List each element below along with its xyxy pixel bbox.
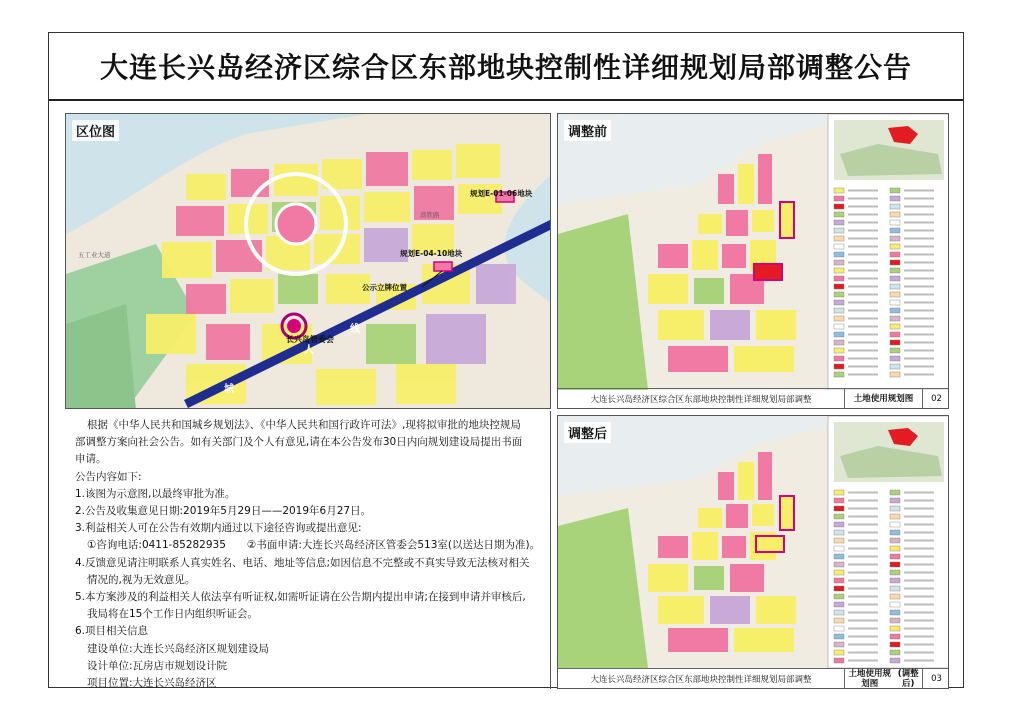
legend-text-line [904,358,934,360]
legend-text-line [848,540,878,542]
legend-text-line [848,294,878,296]
legend-text-line [848,628,878,630]
legend-text-line [848,214,878,216]
legend-swatch [834,260,844,265]
legend-text-line [848,262,878,264]
road-label-1: 滨铁路 [420,211,440,219]
notice-item: 建设单位:大连长兴岛经济区规划建设局 [87,642,270,655]
legend-swatch [834,530,844,535]
legend-text-line [848,278,878,280]
legend-text-line [848,524,878,526]
legend-text-line [848,532,878,534]
legend-swatch [834,578,844,583]
legend-swatch [834,188,844,193]
legend-swatch [834,538,844,543]
notice-item: 设计单位:瓦房店市规划设计院 [87,659,228,672]
legend-text-line [904,652,934,654]
rail-char-3: 线 [350,324,360,335]
poster-frame [48,32,964,688]
after-footer-number: 03 [922,669,949,688]
legend-swatch [890,260,900,265]
legend-swatch [834,372,844,377]
legend-text-line [848,620,878,622]
legend-text-line [904,254,934,256]
legend-swatch [834,332,844,337]
legend-text-line [848,374,878,376]
legend-text-line [904,660,934,662]
legend-swatch [834,554,844,559]
legend-text-line [904,612,934,614]
legend-text-line [904,334,934,336]
legend-text-line [848,636,878,638]
legend-text-line [904,366,934,368]
notice-item: 项目位置:大连长兴岛经济区 [87,677,217,690]
legend-text-line [848,198,878,200]
legend-swatch [834,626,844,631]
location-map-panel [65,113,551,409]
legend-swatch [834,506,844,511]
legend-swatch [890,244,900,249]
legend-swatch [834,570,844,575]
legend-text-line [904,222,934,224]
legend-text-line [904,620,934,622]
legend-swatch [890,204,900,209]
after-footer-name [844,669,922,688]
legend-text-line [848,230,878,232]
notice-item: 6.项目相关信息 [75,625,149,638]
legend-text-line [904,230,934,232]
legend-swatch [834,356,844,361]
legend-text-line [848,492,878,494]
legend-swatch [890,554,900,559]
legend-swatch [890,356,900,361]
legend-swatch [890,498,900,503]
page-title: 大连长兴岛经济区综合区东部地块控制性详细规划局部调整公告 [49,33,963,101]
legend-text-line [904,374,934,376]
legend-text-line [848,222,878,224]
legend-text-line [904,596,934,598]
legend-swatch [890,252,900,257]
legend-text-line [904,604,934,606]
legend-text-line [904,580,934,582]
legend-text-line [848,238,878,240]
legend-text-line [848,596,878,598]
legend-text-line [904,350,934,352]
notice-item: 我局将在15个工作日内组织听证会。 [87,608,258,621]
legend-text-line [848,644,878,646]
legend-text-line [904,564,934,566]
legend-swatch [834,562,844,567]
legend-text-line [904,572,934,574]
legend-swatch [834,498,844,503]
notice-item: 情况的,视为无效意见。 [87,573,196,586]
legend-swatch [834,204,844,209]
legend-text-line [848,270,878,272]
legend-swatch [834,276,844,281]
legend-swatch [834,236,844,241]
legend-text-line [848,500,878,502]
announcement-text [65,411,551,689]
legend-swatch [890,490,900,495]
legend-text-line [904,532,934,534]
legend-swatch [834,514,844,519]
legend-swatch [890,618,900,623]
legend-swatch [834,658,844,663]
legend-swatch [834,602,844,607]
legend-swatch [890,348,900,353]
legend-swatch [890,658,900,663]
legend-text-line [904,270,934,272]
legend-text-line [848,342,878,344]
legend-text-line [848,334,878,336]
notice-board-label: 公示立牌位置 [362,283,407,292]
committee-label: 长兴岛管委会 [286,335,334,344]
notice-item: 1.该图为示意图,以最终审批为准。 [75,487,236,500]
before-footer-name: 土地使用规划图 [844,389,922,408]
paragraph-line: 申请。 [75,453,107,466]
legend-swatch [890,212,900,217]
after-footer-name-line2: (调整后) [897,668,919,689]
before-footer [558,388,949,408]
after-land-use-map [558,416,949,668]
legend-text-line [904,548,934,550]
location-map-label: 区位图 [72,120,119,141]
legend-text-line [904,246,934,248]
legend-text-line [904,540,934,542]
legend-swatch [834,244,844,249]
legend-swatch [834,348,844,353]
legend-text-line [904,636,934,638]
legend-swatch [890,276,900,281]
legend-text-line [848,310,878,312]
legend-text-line [904,190,934,192]
legend-text-line [904,628,934,630]
legend-swatch [834,228,844,233]
block-b-label: 规划E-04-10地块 [400,249,463,258]
legend-swatch [890,530,900,535]
legend-swatch [834,642,844,647]
after-label: 调整后 [564,422,611,443]
legend-swatch [834,522,844,527]
legend-text-line [848,612,878,614]
legend-text-line [904,302,934,304]
legend-swatch [834,634,844,639]
legend-swatch [890,292,900,297]
legend-swatch [890,372,900,377]
legend-swatch [890,316,900,321]
legend-text-line [848,564,878,566]
legend-swatch [890,220,900,225]
legend-swatch [890,364,900,369]
legend-swatch [834,618,844,623]
legend-swatch [834,610,844,615]
legend-text-line [848,190,878,192]
legend-swatch [834,586,844,591]
before-label: 调整前 [564,120,611,141]
legend-text-line [848,572,878,574]
legend-swatch [834,324,844,329]
legend-text-line [848,604,878,606]
legend-text-line [904,524,934,526]
legend-text-line [904,310,934,312]
legend-swatch [890,538,900,543]
before-map-panel [557,113,949,409]
notice-item: 2.公告及收集意见日期:2019年5月29日——2019年6月27日。 [75,505,372,518]
legend-text-line [848,206,878,208]
legend-swatch [834,284,844,289]
road-label-2: 五工业大道 [78,251,111,259]
legend-text-line [848,302,878,304]
legend-text-line [848,588,878,590]
after-footer [558,668,949,688]
legend-swatch [890,268,900,273]
before-footer-title: 大连长兴岛经济区综合区东部地块控制性详细规划局部调整 [590,394,812,405]
legend-swatch [834,212,844,217]
legend-text-line [848,556,878,558]
before-land-use-map [558,114,949,390]
legend-text-line [904,286,934,288]
legend-text-line [848,652,878,654]
legend-swatch [834,340,844,345]
notice-item: 5.本方案涉及的利益相关人依法享有听证权,如需听证请在公告期内提出申请;在接到申请并审核后, [75,591,526,604]
notice-item: 4.反馈意见请注明联系人真实姓名、电话、地址等信息;如因信息不完整或不真实导致无法核对相关 [75,556,530,569]
legend-swatch [890,586,900,591]
legend-text-line [904,294,934,296]
block-a-label: 规划E-01-06地块 [470,189,533,198]
legend-text-line [848,286,878,288]
legend-swatch [890,506,900,511]
legend-text-line [904,644,934,646]
legend-swatch [890,324,900,329]
after-map-panel [557,415,949,689]
legend-swatch [890,300,900,305]
legend-swatch [834,650,844,655]
legend-text-line [904,508,934,510]
legend-swatch [890,236,900,241]
legend-text-line [904,500,934,502]
legend-text-line [848,660,878,662]
legend-text-line [848,350,878,352]
legend-text-line [848,326,878,328]
legend-text-line [904,238,934,240]
paragraph-line: 部调整方案向社会公告。如有关部门及个人有意见,请在本公告发布30日内向规划建设局提出书面 [75,436,523,449]
legend-text-line [904,516,934,518]
legend-swatch [890,514,900,519]
legend-swatch [890,546,900,551]
legend-swatch [890,570,900,575]
before-footer-number: 02 [922,389,949,408]
legend-text-line [848,548,878,550]
legend-swatch [890,284,900,289]
legend-swatch [834,268,844,273]
location-map [66,114,551,409]
after-footer-name-line1: 土地使用规划图 [848,668,891,689]
rail-char-1: 城 [224,384,234,395]
legend-swatch [890,196,900,201]
legend-text-line [848,508,878,510]
legend-swatch [890,650,900,655]
legend-text-line [904,342,934,344]
legend-swatch [890,578,900,583]
legend-swatch [890,562,900,567]
paragraph-line: 根据《中华人民共和国城乡规划法》、《中华人民共和国行政许可法》,现将拟审批的地块控规局 [87,419,521,431]
legend-text-line [904,262,934,264]
legend-swatch [890,594,900,599]
legend-swatch [890,634,900,639]
legend-text-line [904,318,934,320]
legend-swatch [834,546,844,551]
legend-swatch [834,252,844,257]
notice-item: 公告内容如下: [75,470,142,483]
legend-swatch [834,594,844,599]
legend-swatch [834,300,844,305]
legend-swatch [890,522,900,527]
legend-text-line [904,588,934,590]
notice-item: 3.利益相关人可在公告有效期内通过以下途径咨询或提出意见: [75,522,362,535]
legend-swatch [834,292,844,297]
legend-text-line [904,214,934,216]
legend-swatch [890,340,900,345]
legend-swatch [890,308,900,313]
legend-text-line [904,206,934,208]
legend-swatch [890,602,900,607]
legend-swatch [834,220,844,225]
legend-text-line [904,278,934,280]
legend-text-line [848,516,878,518]
legend-swatch [890,642,900,647]
legend-swatch [890,188,900,193]
legend-text-line [848,318,878,320]
legend-swatch [890,610,900,615]
legend-swatch [834,196,844,201]
legend-text-line [848,254,878,256]
legend-swatch [890,228,900,233]
legend-swatch [890,626,900,631]
legend-swatch [834,316,844,321]
legend-text-line [848,580,878,582]
legend-text-line [904,556,934,558]
legend-text-line [848,246,878,248]
rail-char-2: 人 [304,345,314,356]
legend-text-line [904,326,934,328]
legend-swatch [890,332,900,337]
legend-swatch [834,308,844,313]
legend-text-line [904,198,934,200]
after-footer-title: 大连长兴岛经济区综合区东部地块控制性详细规划局部调整 [590,674,812,685]
notice-item: ①咨询电话:0411-85282935 ②书面申请:大连长兴岛经济区管委会513室(以送达日期为准)。 [87,539,540,552]
legend-text-line [904,492,934,494]
legend-text-line [848,358,878,360]
legend-swatch [834,490,844,495]
legend-swatch [834,364,844,369]
legend-text-line [848,366,878,368]
